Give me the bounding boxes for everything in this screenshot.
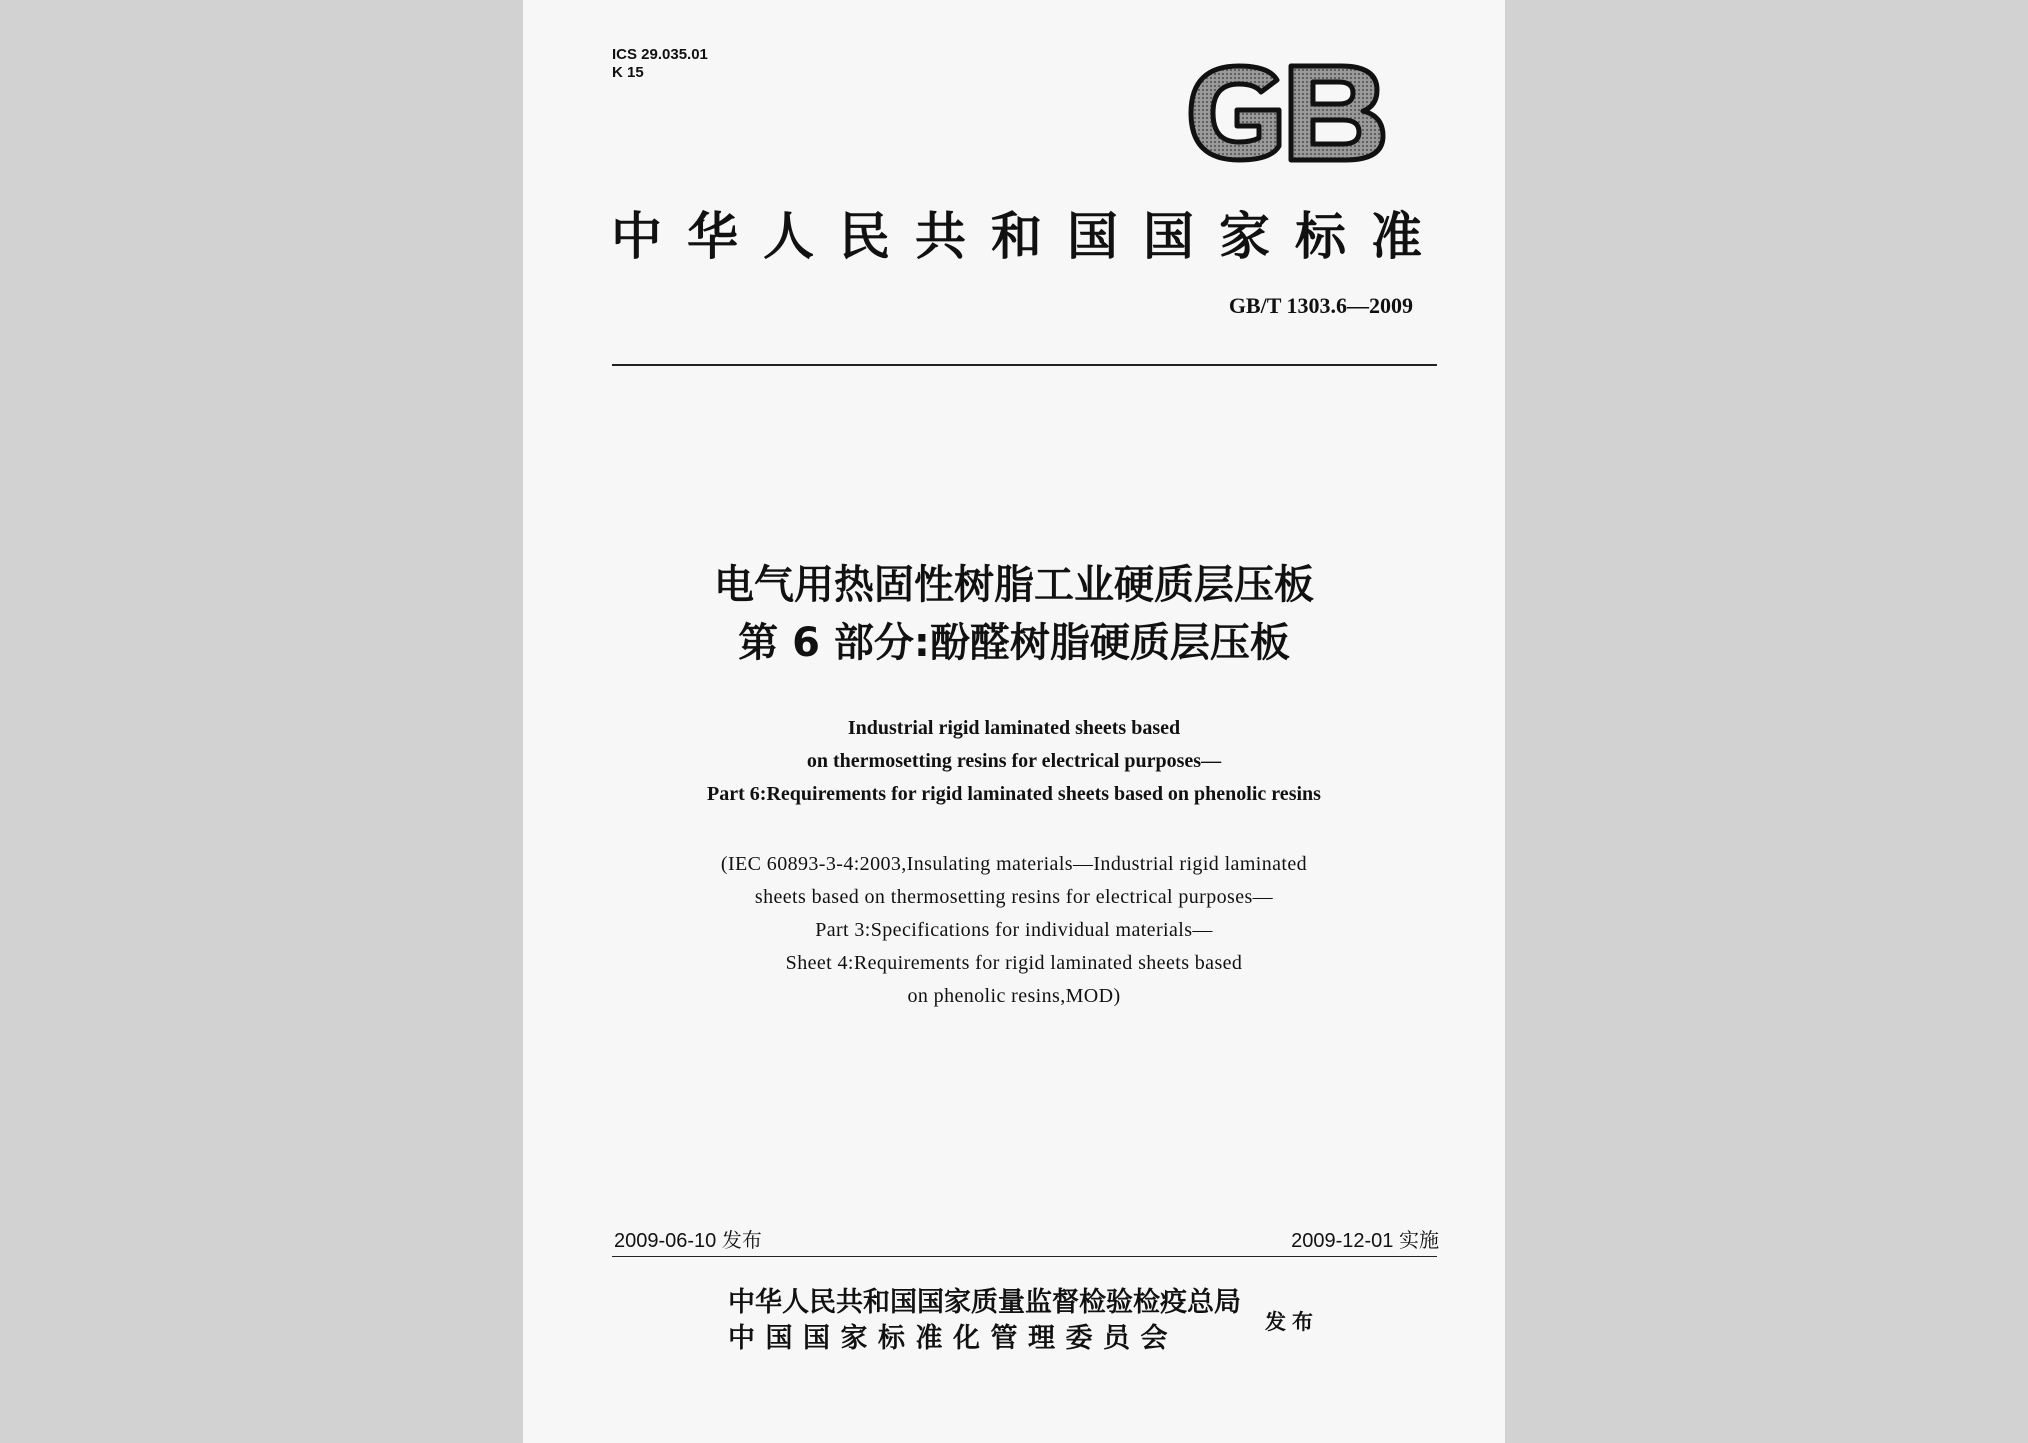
iec-reference-line2: sheets based on thermosetting resins for electrical purposes—: [754, 886, 1274, 908]
chinese-title: [523, 556, 1505, 672]
chinese-title-line2: 第 6 部分:酚醛树脂硬质层压板: [738, 620, 1290, 666]
english-title-line3: Part 6:Requirements for rigid laminated sheets based on phenolic resins: [707, 783, 1321, 805]
publish-label: 发布: [1265, 1310, 1319, 1334]
chinese-title-line1: 电气用热固性树脂工业硬质层压板: [714, 562, 1314, 608]
iec-reference-line3: Part 3:Specifications for individual materials—: [815, 919, 1213, 941]
iec-reference: [523, 848, 1505, 1013]
document-page: [523, 0, 1505, 1443]
english-title-line1: Industrial rigid laminated sheets based: [847, 717, 1181, 739]
issue-date: 2009-06-10 发布: [614, 1230, 762, 1252]
gb-logo: [1181, 60, 1391, 166]
english-title-line2: on thermosetting resins for electrical purposes—: [806, 750, 1222, 772]
iec-reference-line4: Sheet 4:Requirements for rigid laminated sheets based: [785, 952, 1243, 974]
ccs-code: K 15: [612, 64, 644, 81]
classification-codes: [612, 46, 708, 82]
issuer-aqsiq: 中华人民共和国国家质量监督检验检疫总局: [728, 1287, 1241, 1318]
english-title: [523, 712, 1505, 811]
implementation-date: 2009-12-01 实施: [1291, 1230, 1439, 1252]
ics-code: ICS 29.035.01: [612, 46, 708, 63]
national-standard-title: 中华人民共和国国家标准: [611, 207, 1448, 267]
header-divider: [612, 364, 1437, 366]
footer-divider: [612, 1256, 1437, 1257]
issuing-authorities: [728, 1285, 1241, 1357]
iec-reference-line1: (IEC 60893-3-4:2003,Insulating materials—Industrial rigid laminated: [720, 853, 1308, 875]
issuer-sac: 中国国家标准化管理委员会: [728, 1323, 1178, 1354]
standard-number: GB/T 1303.6—2009: [1228, 293, 1413, 318]
iec-reference-line5: on phenolic resins,MOD): [907, 985, 1121, 1007]
